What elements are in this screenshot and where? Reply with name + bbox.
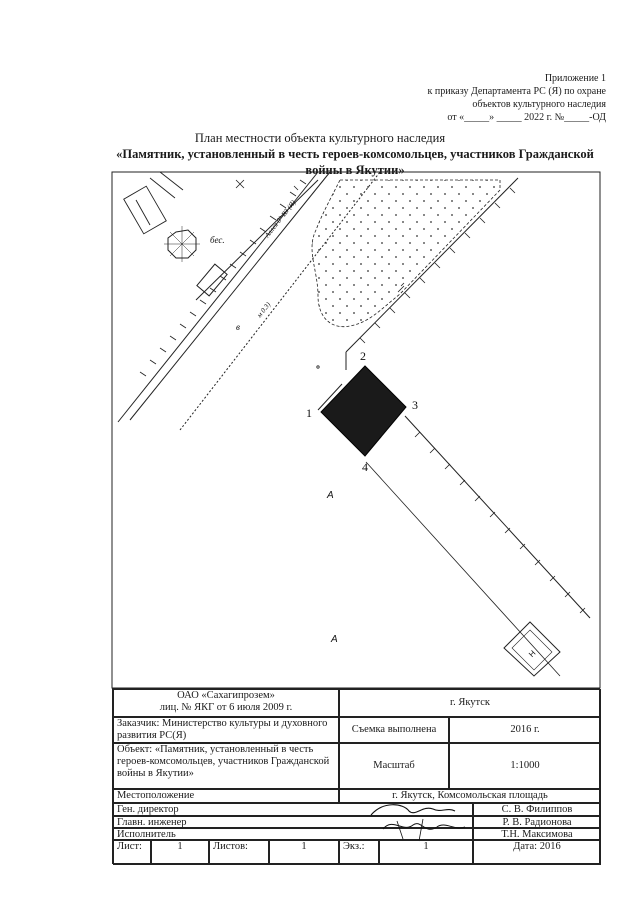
- sheets-label: Листов:: [209, 840, 269, 865]
- copy-label: Экз.:: [339, 840, 379, 865]
- org-name: ОАО «Сахагипрозем»: [177, 690, 275, 701]
- sheet-value: 1: [151, 840, 209, 865]
- org-cell: [113, 689, 339, 717]
- executor-name: Т.Н. Максимова: [473, 828, 601, 840]
- label-dist: м 0.3): [255, 300, 273, 320]
- label-alley: Аллея 0° ВЗ (Я): [263, 198, 298, 240]
- gen-director-label: Ген. директор: [113, 803, 473, 816]
- plan-title: План местности объекта культурного наследия: [194, 131, 446, 145]
- copy-value: 1: [379, 840, 473, 865]
- chief-engineer-label: Главн. инженер: [113, 816, 473, 828]
- location-label: Местоположение: [113, 789, 339, 803]
- survey-label: Съемка выполнена: [339, 717, 449, 743]
- appendix-line-4: от «_____» _____ 2022 г. №_____-ОД: [447, 112, 606, 123]
- appendix-line-2: к приказу Департамента РС (Я) по охране: [427, 86, 606, 97]
- org-license: лиц. № ЯКГ от 6 июля 2009 г.: [159, 702, 293, 713]
- customer-cell: Заказчик: Министерство культуры и духовного развития РС(Я): [113, 717, 339, 743]
- date-label: Дата: 2016: [473, 840, 601, 865]
- sheet-label: Лист:: [113, 840, 151, 865]
- label-n: Н: [527, 648, 538, 660]
- location-value: г. Якутск, Комсомольская площадь: [339, 789, 601, 803]
- label-a-1: А: [327, 490, 334, 501]
- survey-year: 2016 г.: [449, 717, 601, 743]
- point-4-label: 4: [362, 460, 368, 474]
- gazebo-icon: [164, 226, 200, 262]
- appendix-line-1: Приложение 1: [544, 73, 606, 84]
- object-cell: Объект: «Памятник, установленный в честь героев-комсомольцев, участников Гражданской войны в Якутии»: [113, 743, 339, 789]
- chief-engineer-name: Р. В. Радионова: [473, 816, 601, 828]
- label-bes: бес.: [210, 235, 225, 245]
- executor-label: Исполнитель: [113, 828, 473, 840]
- signatures-icon: [363, 799, 473, 843]
- appendix-line-3: объектов культурного наследия: [472, 99, 606, 110]
- point-2-label: 2: [360, 349, 366, 363]
- gen-director-name: С. В. Филиппов: [473, 803, 601, 816]
- point-1-label: 1: [306, 406, 312, 420]
- building-outline: [124, 172, 183, 234]
- monument-name: «Памятник, установленный в честь героев-комсомольцев, участников Гражданской войны в Якутии»: [116, 147, 594, 177]
- point-3-label: 3: [412, 398, 418, 412]
- sheets-value: 1: [269, 840, 339, 865]
- title-block: [112, 688, 600, 864]
- scale-value: 1:1000: [449, 743, 601, 789]
- city-cell: г. Якутск: [339, 689, 601, 717]
- monument-footprint: [321, 366, 406, 456]
- scale-label: Масштаб: [339, 743, 449, 789]
- alley-ticks: [140, 180, 306, 376]
- building-n: [504, 622, 560, 676]
- green-area: [312, 180, 500, 327]
- label-a-2: А: [331, 634, 338, 645]
- label-b: в: [236, 322, 240, 332]
